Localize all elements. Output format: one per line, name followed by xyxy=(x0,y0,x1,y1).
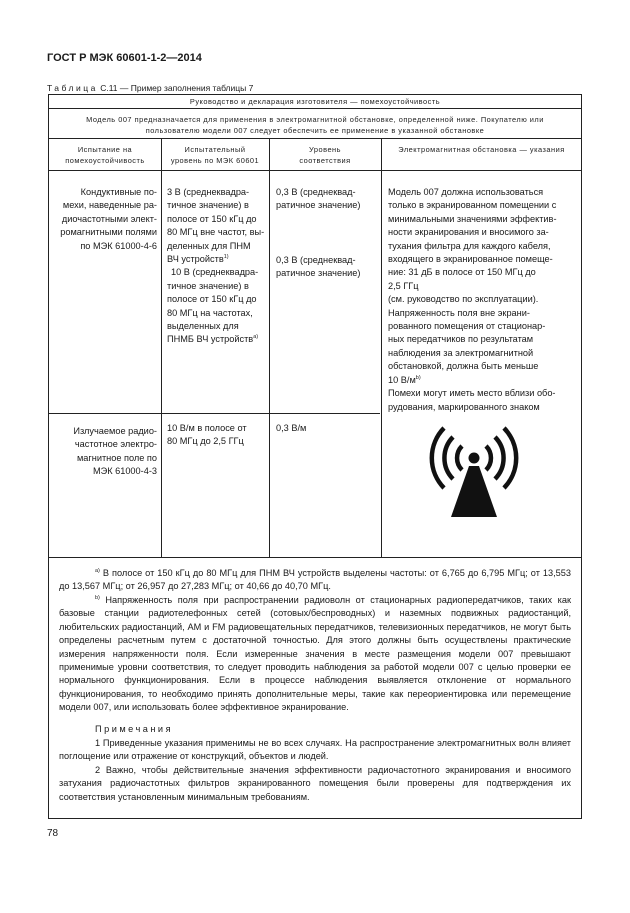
document-header: ГОСТ Р МЭК 60601-1-2—2014 xyxy=(47,52,202,64)
page-number: 78 xyxy=(47,828,59,839)
immunity-table xyxy=(48,94,582,819)
column-header-test: Испытание на помехоустойчивость xyxy=(65,145,145,165)
column-header-guidance: Электромагнитная обстановка — указания xyxy=(398,145,565,154)
note-1: 1 Приведенные указания применимы не во всех случаях. На распространение электромагнитных волн влияет поглощение или отражение от конструкций, объектов и людей. xyxy=(59,738,571,762)
row2-compliance: 0,3 В/м xyxy=(276,423,307,433)
row2-test-level: 10 В/м в полосе от 80 МГц до 2,5 ГГц xyxy=(167,423,247,447)
table-title: Руководство и декларация изготовителя — помехоустойчивость xyxy=(189,97,441,106)
notes-title: Примечания xyxy=(95,724,174,734)
column-header-test-level: Испытательный уровень по МЭК 60601 xyxy=(170,145,260,165)
table-caption-label: Таблица xyxy=(47,83,98,93)
row1-test-level: 3 В (среднеквадра- тичное значение) в полосе от 150 кГц до 80 МГц вне частот, вы- деленных для ПНМ ВЧ устройств$^{1)}$ 10 В (среднеквадра- тичное значение) в полосе от 150 кГц до 80 МГц на частотах, выделенных для ПНМБ ВЧ устройств$^{a)}$ xyxy=(167,187,265,345)
note-2: 2 Важно, чтобы действительные значения эффективности радиочастотного экранирования и вносимого затухания радиочастотных фильтров экранированного помещения были проверены для подтверждения их соответствия установленным минимальным требованиям. xyxy=(59,765,571,802)
row2-test-name: Излучаемое радио- частотное электро- магнитное поле по МЭК 61000-4-3 xyxy=(73,426,157,477)
row1-compliance-b: 0,3 В (среднеквад- ратичное значение) xyxy=(276,255,361,279)
table-caption xyxy=(47,83,253,93)
guidance-text: Модель 007 должна использоваться только в экранированном помещении с минимальными значениями эффектив- ности экранирования и вносимого за- тухания фильтра для каждого кабеля, входящего в экранированное помеще- ние: 31 дБ в полосе от 150 МГц до 2,5 ГГц (см. руководство по эксплуатации). Напряженность поля вне экрани- рованного помещения от стационар- ных передатчиков по результатам наблюдения за электромагнитной обстановкой, должна быть меньше 10 $В/м^{b)}$ Помехи могут иметь место вблизи обо- рудования, маркированного знаком xyxy=(388,187,557,412)
column-header-compliance: Уровень соответствия xyxy=(299,145,351,165)
footnote-b: $^{b)}$ Напряженность поля при распространении радиоволн от стационарных радиопередатчиков, таких как базовые станции радиотелефонных сетей (сотовых/беспроводных) и наземных подвижных радиостанций, любительских радиостанций, АМ и FM радиовещательных передатчиков, телевизионных передатчиков, не могут быть определены расчетным путем с достаточной точностью. Для этого должны быть осуществлены практические измерения напряженности поля. Если измеренные значения в месте размещения модели 007 превышают применимые уровни соответствия, то следует проводить наблюдения за работой модели 007 с целью проверки ее нормального функционирования. Если в процессе наблюдения выявляется отклонение от нормального функционирования, то необходимо принять дополнительные меры, такие как переориентировка или перемещение модели 007, или использовать более эффективное экранирование. xyxy=(59,595,571,713)
non-ionizing-radiation-icon xyxy=(429,425,519,525)
row1-compliance-a: 0,3 В (среднеквад- ратичное значение) xyxy=(276,187,361,211)
table-intro: Модель 007 предназначается для применения в электромагнитной обстановке, определенной ниже. Покупателю или пользователю модели 007 следует обеспечить ее применение в указанной обстановке xyxy=(86,115,544,135)
footnote-a: $^{a)}$ В полосе от 150 кГц до 80 МГц для ПНМ ВЧ устройств выделены частоты: от 6,765 до 6,795 МГц; от 13,553 до 13,567 МГц; от 26,957 до 27,283 МГц; от 40,66 до 40,70 МГц. xyxy=(59,568,571,592)
row1-test-name: Кондуктивные по- мехи, наведенные ра- диочастотными элект- ромагнитными полями по МЭК 61000-4-6 xyxy=(60,187,157,251)
table-caption-text: С.11 — Пример заполнения таблицы 7 xyxy=(100,83,254,93)
